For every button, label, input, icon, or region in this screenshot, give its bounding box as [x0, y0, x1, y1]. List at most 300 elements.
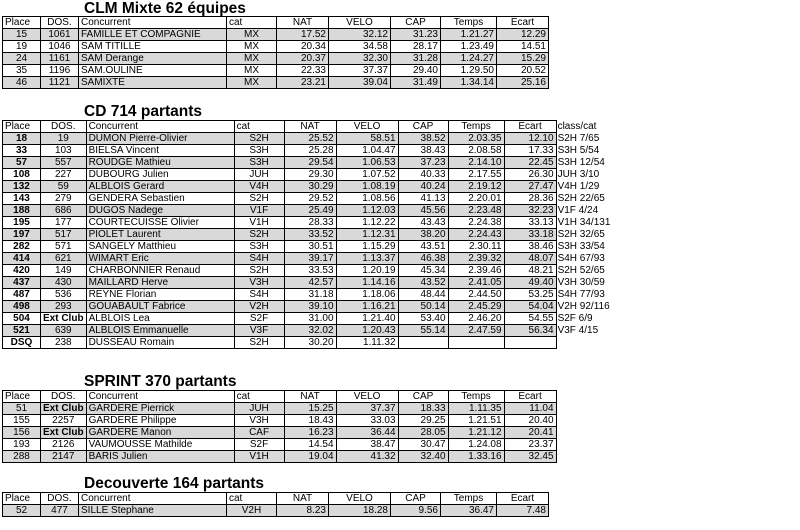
cell-place: 188 — [3, 205, 41, 217]
cell-cat: S2F — [234, 439, 284, 451]
cell-dos: 686 — [41, 205, 87, 217]
header-ecart: Ecart — [497, 17, 549, 29]
cell-cat: JUH — [234, 403, 284, 415]
cell-ecart: 54.04 — [504, 301, 556, 313]
cell-temps: 2.47.59 — [448, 325, 504, 337]
clm-table — [2, 16, 549, 89]
cell-ecart: 12.10 — [504, 133, 556, 145]
cell-place: 288 — [3, 451, 41, 463]
cell-concurrent: GOUABAULT Fabrice — [86, 301, 234, 313]
cell-concurrent: SAM Derange — [79, 53, 227, 65]
cell-temps: 2.45.29 — [448, 301, 504, 313]
cell-place: 57 — [3, 157, 41, 169]
cell-class-cat: S3H 5/54 — [556, 145, 624, 157]
cell-nat: 31.00 — [284, 313, 336, 325]
cell-concurrent: REYNE Florian — [86, 289, 234, 301]
table-row — [3, 133, 625, 145]
cell-dos: 103 — [41, 145, 87, 157]
cell-cap: 28.05 — [398, 427, 448, 439]
header-nat: NAT — [284, 121, 336, 133]
cell-ecart: 26.30 — [504, 169, 556, 181]
cell-nat: 30.29 — [284, 181, 336, 193]
table-row — [3, 193, 625, 205]
cell-ecart: 28.36 — [504, 193, 556, 205]
cell-class-cat — [556, 337, 624, 349]
cell-temps: 2.24.38 — [448, 217, 504, 229]
table-row — [3, 265, 625, 277]
cell-dos: 1196 — [41, 65, 79, 77]
cell-ecart: 32.45 — [504, 451, 556, 463]
cell-nat: 31.18 — [284, 289, 336, 301]
cell-place: 132 — [3, 181, 41, 193]
cell-cap: 9.56 — [391, 505, 441, 517]
cell-cap: 37.23 — [398, 157, 448, 169]
cell-cat: S3H — [234, 145, 284, 157]
cell-concurrent: MAILLARD Herve — [86, 277, 234, 289]
cell-cap: 38.52 — [398, 133, 448, 145]
cell-temps: 2.39.46 — [448, 265, 504, 277]
cell-cap: 29.25 — [398, 415, 448, 427]
cell-dos: 1046 — [41, 41, 79, 53]
cell-ecart: 17.33 — [504, 145, 556, 157]
header-nat: NAT — [277, 493, 329, 505]
cell-concurrent: GENDERA Sebastien — [86, 193, 234, 205]
cell-place: 33 — [3, 145, 41, 157]
cell-class-cat: S2H 32/65 — [556, 229, 624, 241]
cell-concurrent: BIELSA Vincent — [86, 145, 234, 157]
cell-concurrent: ALBLOIS Gerard — [86, 181, 234, 193]
cell-cat: S4H — [234, 289, 284, 301]
cell-concurrent: DUMON Pierre-Olivier — [86, 133, 234, 145]
cell-nat: 15.25 — [284, 403, 336, 415]
cell-velo: 37.37 — [336, 403, 398, 415]
cell-cat: S3H — [234, 241, 284, 253]
cell-cat: MX — [227, 53, 277, 65]
cell-cap: 53.40 — [398, 313, 448, 325]
cell-velo: 1.12.31 — [336, 229, 398, 241]
cell-cap: 48.44 — [398, 289, 448, 301]
cell-cap: 31.28 — [391, 53, 441, 65]
cell-temps: 1.21.51 — [448, 415, 504, 427]
header-velo: VELO — [336, 121, 398, 133]
cell-cap: 32.40 — [398, 451, 448, 463]
cell-cap: 46.38 — [398, 253, 448, 265]
cell-dos: 621 — [41, 253, 87, 265]
header-concurrent: Concurrent — [79, 493, 227, 505]
table-row — [3, 505, 549, 517]
cell-velo: 32.12 — [329, 29, 391, 41]
cell-velo: 1.08.56 — [336, 193, 398, 205]
cell-velo: 1.12.03 — [336, 205, 398, 217]
cell-cat: V3H — [234, 277, 284, 289]
cell-velo: 1.18.06 — [336, 289, 398, 301]
cell-ecart: 27.47 — [504, 181, 556, 193]
cell-dos: 149 — [41, 265, 87, 277]
cell-nat: 30.20 — [284, 337, 336, 349]
header-velo: VELO — [329, 17, 391, 29]
cell-class-cat: V1H 34/131 — [556, 217, 624, 229]
cell-concurrent: DUSSEAU Romain — [86, 337, 234, 349]
cell-class-cat: S2H 52/65 — [556, 265, 624, 277]
header-row — [3, 493, 549, 505]
cell-temps — [448, 337, 504, 349]
cell-class-cat: V2H 92/116 — [556, 301, 624, 313]
cell-ecart: 33.18 — [504, 229, 556, 241]
cell-cat: MX — [227, 29, 277, 41]
header-cap: CAP — [391, 493, 441, 505]
header-place: Place — [3, 391, 41, 403]
cell-ecart: 32.23 — [504, 205, 556, 217]
cell-concurrent: WIMART Eric — [86, 253, 234, 265]
cell-place: 282 — [3, 241, 41, 253]
header-concurrent: Concurrent — [86, 391, 234, 403]
cell-nat: 19.04 — [284, 451, 336, 463]
cell-cap: 43.43 — [398, 217, 448, 229]
sprint-title: SPRINT 370 partants — [84, 373, 237, 390]
cell-dos: 279 — [41, 193, 87, 205]
cell-temps: 1.34.14 — [441, 77, 497, 89]
cell-dos: 477 — [41, 505, 79, 517]
cell-ecart: 20.41 — [504, 427, 556, 439]
cell-ecart: 20.40 — [504, 415, 556, 427]
header-nat: NAT — [284, 391, 336, 403]
cell-nat: 33.53 — [284, 265, 336, 277]
cell-cap: 31.23 — [391, 29, 441, 41]
cell-ecart: 33.13 — [504, 217, 556, 229]
cell-class-cat: JUH 3/10 — [556, 169, 624, 181]
cell-cat: CAF — [234, 427, 284, 439]
table-row — [3, 439, 557, 451]
table-row — [3, 253, 625, 265]
header-concurrent: Concurrent — [79, 17, 227, 29]
cell-cat: S2H — [234, 337, 284, 349]
cell-cap: 50.14 — [398, 301, 448, 313]
cell-concurrent: SAM TITILLE — [79, 41, 227, 53]
cell-dos: 1061 — [41, 29, 79, 41]
cell-dos: 557 — [41, 157, 87, 169]
cell-cap: 40.33 — [398, 169, 448, 181]
cell-class-cat: S4H 67/93 — [556, 253, 624, 265]
cell-velo: 37.37 — [329, 65, 391, 77]
cell-concurrent: DUGOS Nadege — [86, 205, 234, 217]
cell-class-cat: V3F 4/15 — [556, 325, 624, 337]
cell-class-cat: V3H 30/59 — [556, 277, 624, 289]
cell-place: DSQ — [3, 337, 41, 349]
cell-ecart: 25.16 — [497, 77, 549, 89]
cell-place: 498 — [3, 301, 41, 313]
cell-cat: JUH — [234, 169, 284, 181]
cell-ecart: 49.40 — [504, 277, 556, 289]
table-row — [3, 29, 549, 41]
cell-place: 18 — [3, 133, 41, 145]
cell-cap: 31.49 — [391, 77, 441, 89]
cell-dos: 571 — [41, 241, 87, 253]
cell-velo: 36.44 — [336, 427, 398, 439]
cell-velo: 32.30 — [329, 53, 391, 65]
cell-velo: 1.20.19 — [336, 265, 398, 277]
cell-dos: 517 — [41, 229, 87, 241]
header-row — [3, 391, 557, 403]
sprint-table — [2, 390, 557, 463]
table-row — [3, 217, 625, 229]
header-nat: NAT — [277, 17, 329, 29]
table-row — [3, 157, 625, 169]
cell-cap: 28.17 — [391, 41, 441, 53]
cell-cat: S2H — [234, 193, 284, 205]
cell-concurrent: DUBOURG Julien — [86, 169, 234, 181]
cell-place: 24 — [3, 53, 41, 65]
cell-place: 155 — [3, 415, 41, 427]
cell-class-cat: S2F 6/9 — [556, 313, 624, 325]
table-row — [3, 65, 549, 77]
header-cat: cat — [234, 121, 284, 133]
cell-dos: 227 — [41, 169, 87, 181]
table-row — [3, 205, 625, 217]
cell-place: 19 — [3, 41, 41, 53]
cell-place: 143 — [3, 193, 41, 205]
table-row — [3, 337, 625, 349]
cell-cap: 43.52 — [398, 277, 448, 289]
cell-concurrent: SANGELY Matthieu — [86, 241, 234, 253]
cell-class-cat: S3H 33/54 — [556, 241, 624, 253]
cell-dos: 293 — [41, 301, 87, 313]
cell-nat: 25.49 — [284, 205, 336, 217]
cell-nat: 20.37 — [277, 53, 329, 65]
cell-ecart: 48.07 — [504, 253, 556, 265]
cell-cat: S2H — [234, 229, 284, 241]
cell-concurrent: SAMIXTE — [79, 77, 227, 89]
cell-dos: 59 — [41, 181, 87, 193]
cell-cap: 38.43 — [398, 145, 448, 157]
cell-cap: 38.20 — [398, 229, 448, 241]
table-row — [3, 241, 625, 253]
cell-nat: 16.23 — [284, 427, 336, 439]
cell-velo: 1.15.29 — [336, 241, 398, 253]
cell-nat: 42.57 — [284, 277, 336, 289]
cell-ecart — [504, 337, 556, 349]
cell-cap: 30.47 — [398, 439, 448, 451]
cell-cat: S4H — [234, 253, 284, 265]
cell-cat: V1H — [234, 217, 284, 229]
cell-place: 437 — [3, 277, 41, 289]
cell-nat: 23.21 — [277, 77, 329, 89]
cell-cat: MX — [227, 41, 277, 53]
cell-ecart: 14.51 — [497, 41, 549, 53]
cell-place: 46 — [3, 77, 41, 89]
cell-temps: 2.41.05 — [448, 277, 504, 289]
cell-place: 108 — [3, 169, 41, 181]
cell-temps: 2.20.01 — [448, 193, 504, 205]
cell-class-cat: V1F 4/24 — [556, 205, 624, 217]
cell-dos: 238 — [41, 337, 87, 349]
header-temps: Temps — [441, 493, 497, 505]
cell-velo: 18.28 — [329, 505, 391, 517]
header-cap: CAP — [391, 17, 441, 29]
cell-velo: 39.04 — [329, 77, 391, 89]
cell-velo: 38.47 — [336, 439, 398, 451]
cell-nat: 29.52 — [284, 193, 336, 205]
cell-ecart: 54.55 — [504, 313, 556, 325]
header-ecart: Ecart — [504, 121, 556, 133]
cell-class-cat: S2H 7/65 — [556, 133, 624, 145]
cell-ecart: 22.45 — [504, 157, 556, 169]
cell-cat: MX — [227, 65, 277, 77]
cell-ecart: 56.34 — [504, 325, 556, 337]
cell-velo: 1.21.40 — [336, 313, 398, 325]
cell-velo: 1.07.52 — [336, 169, 398, 181]
cell-concurrent: CHARBONNIER Renaud — [86, 265, 234, 277]
cell-cat: V4H — [234, 181, 284, 193]
cell-temps: 2.24.43 — [448, 229, 504, 241]
header-cap: CAP — [398, 121, 448, 133]
cell-place: 521 — [3, 325, 41, 337]
cell-class-cat: S4H 77/93 — [556, 289, 624, 301]
cell-concurrent: FAMILLE ET COMPAGNIE — [79, 29, 227, 41]
cell-nat: 8.23 — [277, 505, 329, 517]
cell-dos: 2147 — [41, 451, 87, 463]
cell-nat: 14.54 — [284, 439, 336, 451]
cell-cap: 41.13 — [398, 193, 448, 205]
cell-dos: 430 — [41, 277, 87, 289]
cell-ecart: 38.46 — [504, 241, 556, 253]
header-cap: CAP — [398, 391, 448, 403]
cell-ecart: 15.29 — [497, 53, 549, 65]
cell-ecart: 53.25 — [504, 289, 556, 301]
cell-temps: 1.23.49 — [441, 41, 497, 53]
cell-concurrent: VAUMOUSSE Mathilde — [86, 439, 234, 451]
cell-temps: 2.46.20 — [448, 313, 504, 325]
header-row — [3, 17, 549, 29]
cell-dos: 2126 — [41, 439, 87, 451]
header-dos: DOS. — [41, 121, 87, 133]
decouverte-title: Decouverte 164 partants — [84, 475, 265, 492]
table-row — [3, 145, 625, 157]
cell-concurrent: SILLE Stephane — [79, 505, 227, 517]
cell-place: 193 — [3, 439, 41, 451]
table-row — [3, 415, 557, 427]
cell-velo: 58.51 — [336, 133, 398, 145]
cell-place: 504 — [3, 313, 41, 325]
cell-place: 197 — [3, 229, 41, 241]
cell-temps: 1.24.27 — [441, 53, 497, 65]
cell-temps: 2.17.55 — [448, 169, 504, 181]
cell-temps: 36.47 — [441, 505, 497, 517]
cell-temps: 1.21.27 — [441, 29, 497, 41]
header-dos: DOS. — [41, 391, 87, 403]
cell-cat: V1H — [234, 451, 284, 463]
cell-ecart: 23.37 — [504, 439, 556, 451]
cell-temps: 1.24.08 — [448, 439, 504, 451]
cell-place: 195 — [3, 217, 41, 229]
cell-nat: 39.17 — [284, 253, 336, 265]
table-row — [3, 403, 557, 415]
table-row — [3, 277, 625, 289]
cell-cat: MX — [227, 77, 277, 89]
cell-class-cat: V4H 1/29 — [556, 181, 624, 193]
cell-dos: 1161 — [41, 53, 79, 65]
cell-velo: 34.58 — [329, 41, 391, 53]
header-concurrent: Concurrent — [86, 121, 234, 133]
cell-velo: 1.13.37 — [336, 253, 398, 265]
header-class-cat: class/cat — [556, 121, 624, 133]
header-dos: DOS. — [41, 17, 79, 29]
cell-nat: 28.33 — [284, 217, 336, 229]
header-cat: cat — [234, 391, 284, 403]
cell-ecart: 20.52 — [497, 65, 549, 77]
cell-velo: 41.32 — [336, 451, 398, 463]
cell-nat: 17.52 — [277, 29, 329, 41]
cell-nat: 25.28 — [284, 145, 336, 157]
cell-concurrent: GARDERE Pierrick — [86, 403, 234, 415]
table-row — [3, 53, 549, 65]
cell-concurrent: COURTECUISSE Olivier — [86, 217, 234, 229]
cell-nat: 20.34 — [277, 41, 329, 53]
cell-temps: 1.29.50 — [441, 65, 497, 77]
cell-temps: 2.30.11 — [448, 241, 504, 253]
header-row — [3, 121, 625, 133]
cell-dos: 177 — [41, 217, 87, 229]
cell-nat: 32.02 — [284, 325, 336, 337]
cell-dos: Ext Club — [41, 403, 87, 415]
cell-velo: 1.20.43 — [336, 325, 398, 337]
table-row — [3, 181, 625, 193]
cell-place: 487 — [3, 289, 41, 301]
cell-cap: 45.56 — [398, 205, 448, 217]
cell-dos: Ext Club — [41, 427, 87, 439]
table-row — [3, 451, 557, 463]
cell-concurrent: GARDERE Philippe — [86, 415, 234, 427]
cell-temps: 2.03.35 — [448, 133, 504, 145]
cell-nat: 29.30 — [284, 169, 336, 181]
cell-class-cat: S3H 12/54 — [556, 157, 624, 169]
cell-nat: 25.52 — [284, 133, 336, 145]
cell-cap — [398, 337, 448, 349]
cell-concurrent: PIOLET Laurent — [86, 229, 234, 241]
cell-cat: V3H — [234, 415, 284, 427]
table-row — [3, 313, 625, 325]
table-row — [3, 301, 625, 313]
cell-velo: 1.12.22 — [336, 217, 398, 229]
table-row — [3, 169, 625, 181]
cell-concurrent: ALBLOIS Lea — [86, 313, 234, 325]
cell-cat: V2H — [227, 505, 277, 517]
cell-cat: V3F — [234, 325, 284, 337]
cell-cap: 29.40 — [391, 65, 441, 77]
cell-velo: 1.08.19 — [336, 181, 398, 193]
cell-nat: 33.52 — [284, 229, 336, 241]
cell-cap: 43.51 — [398, 241, 448, 253]
decouverte-table — [2, 492, 549, 517]
cell-nat: 29.54 — [284, 157, 336, 169]
cell-velo: 1.16.21 — [336, 301, 398, 313]
table-row — [3, 289, 625, 301]
cell-nat: 22.33 — [277, 65, 329, 77]
cell-place: 51 — [3, 403, 41, 415]
cell-ecart: 48.21 — [504, 265, 556, 277]
cell-cap: 18.33 — [398, 403, 448, 415]
cell-cat: V2H — [234, 301, 284, 313]
cell-place: 420 — [3, 265, 41, 277]
cell-ecart: 11.04 — [504, 403, 556, 415]
cell-concurrent: ALBLOIS Emmanuelle — [86, 325, 234, 337]
table-row — [3, 77, 549, 89]
cell-temps: 1.11.35 — [448, 403, 504, 415]
table-row — [3, 41, 549, 53]
header-temps: Temps — [448, 121, 504, 133]
cell-ecart: 7.48 — [497, 505, 549, 517]
cell-place: 156 — [3, 427, 41, 439]
cell-dos: 19 — [41, 133, 87, 145]
